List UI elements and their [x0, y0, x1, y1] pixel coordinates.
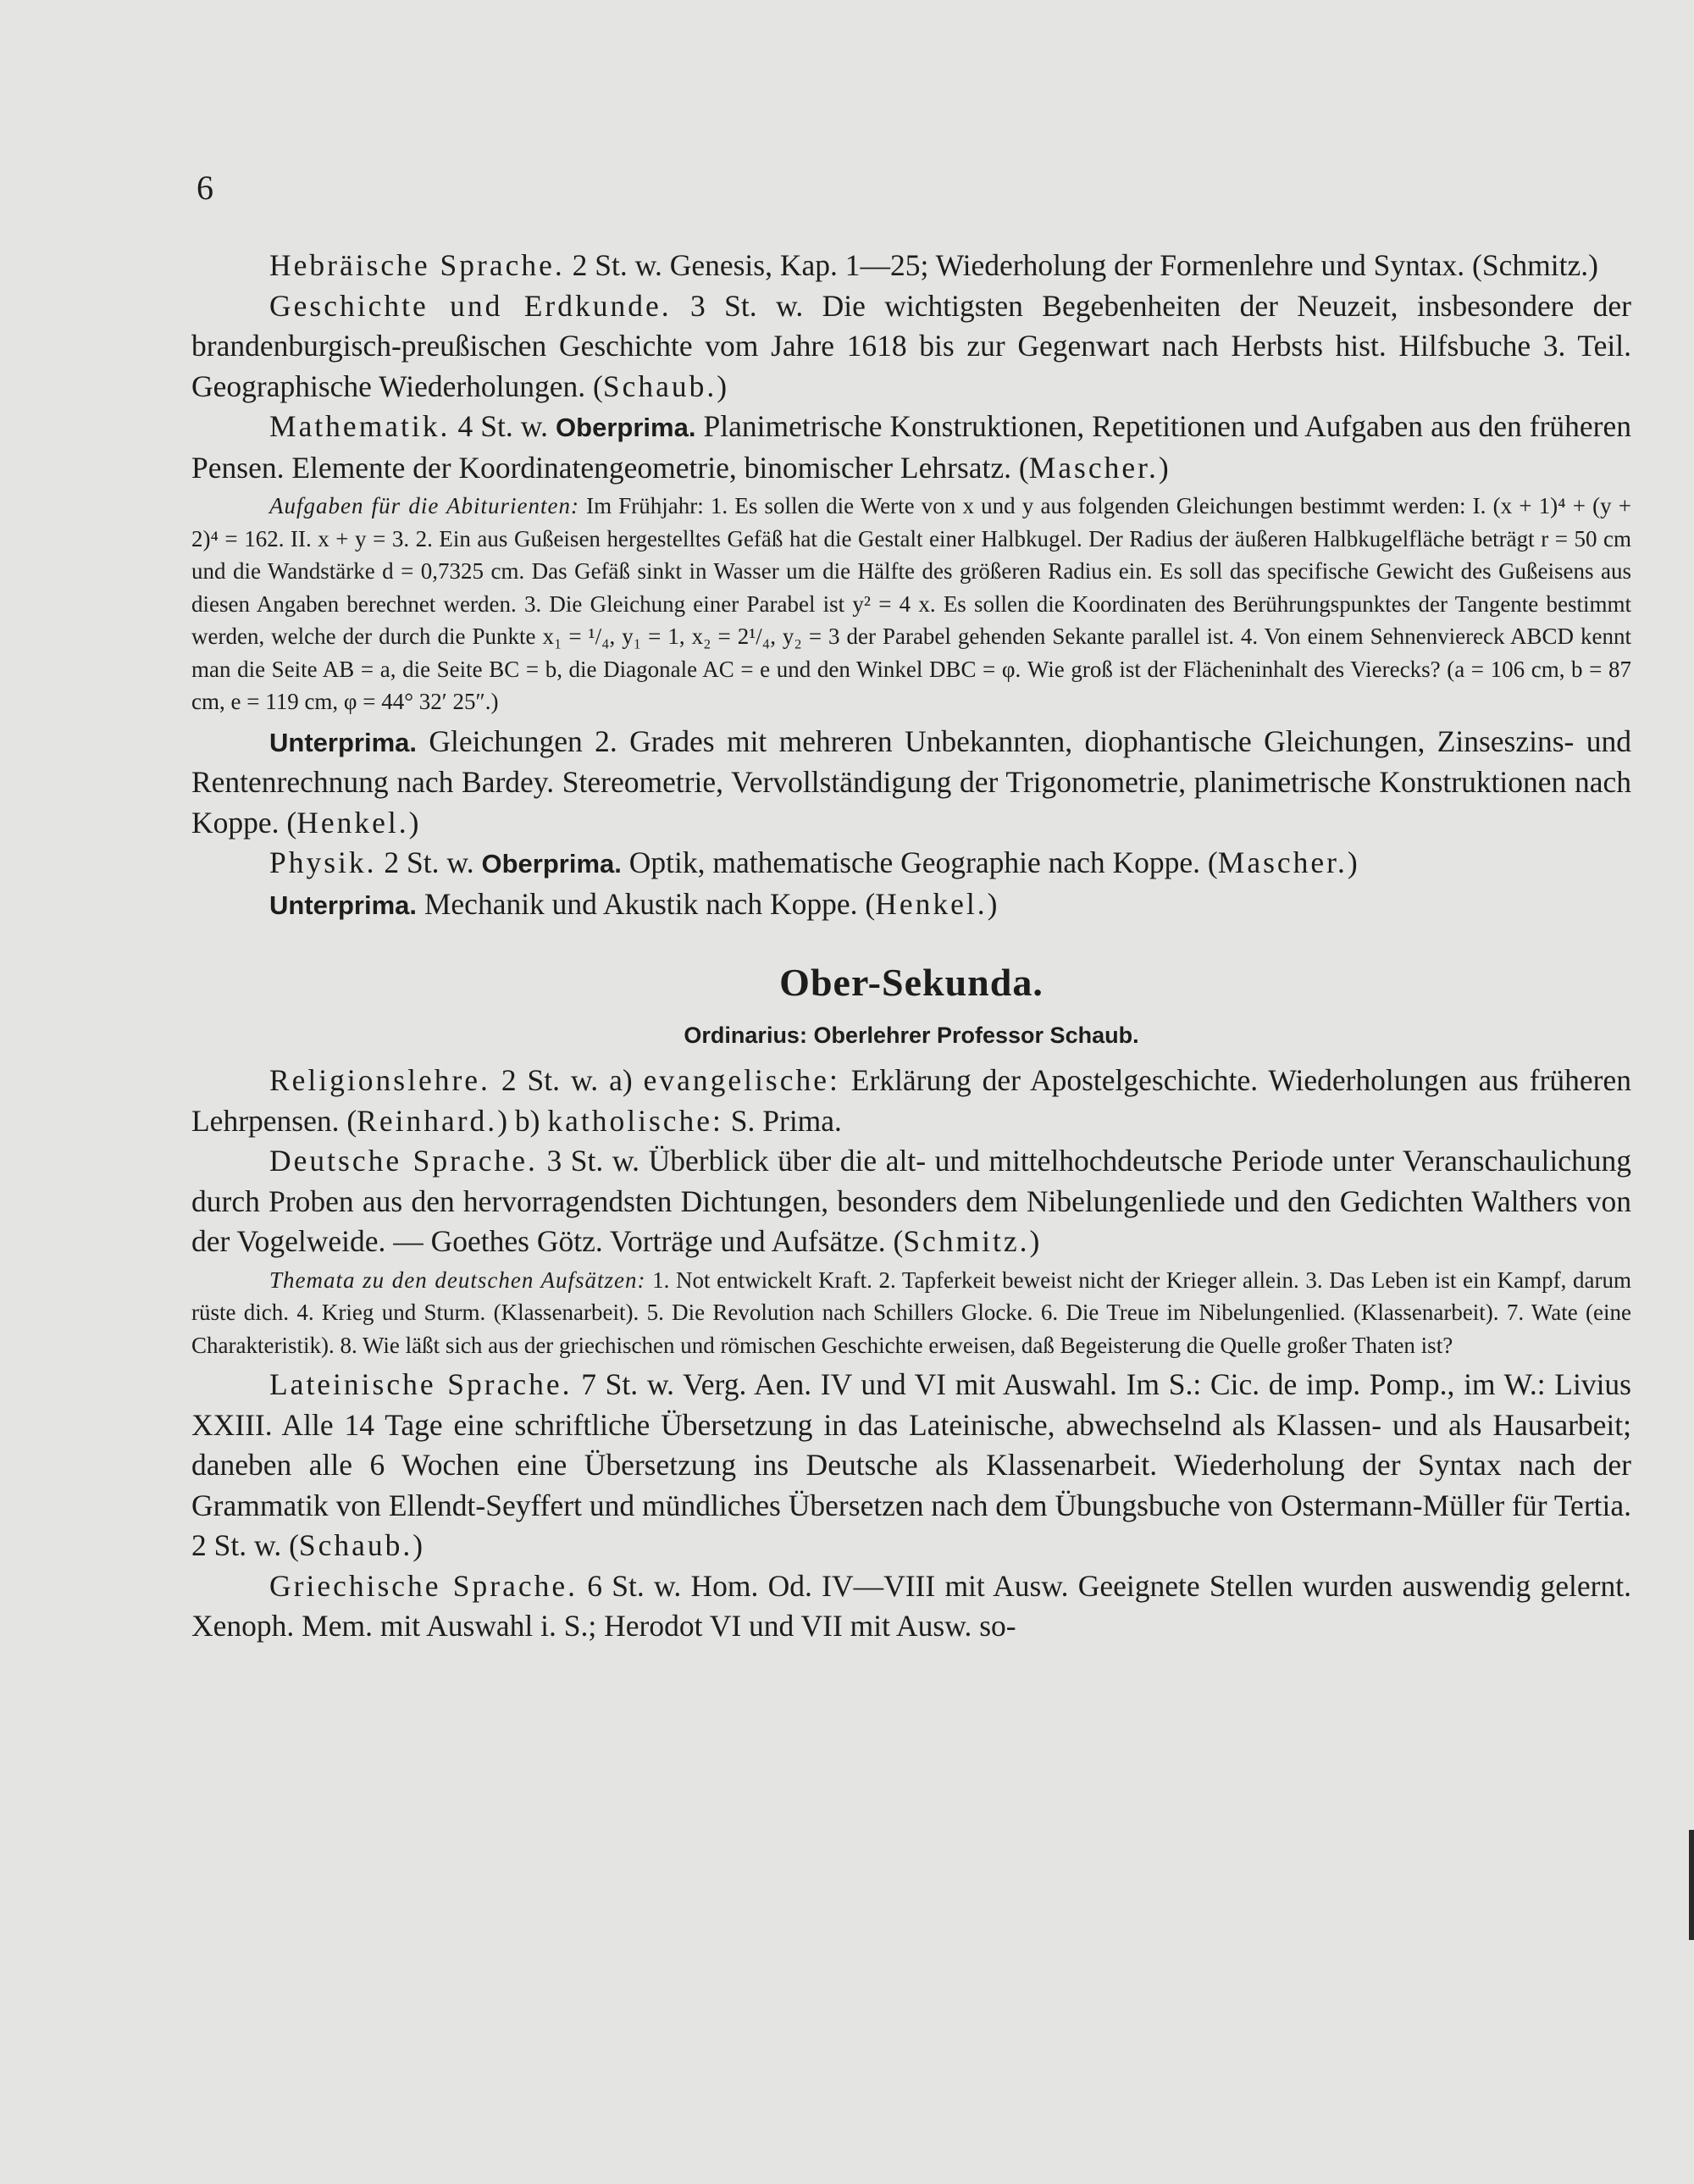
paragraph-text: S. Prima. — [722, 1103, 842, 1138]
paragraph-text: Mechanik und Akustik nach Koppe. ( — [416, 886, 876, 921]
section-heading: Ober-Sekunda. — [779, 961, 1044, 1004]
emphasized-text: Mascher. — [1217, 845, 1348, 879]
emphasized-text: Religionslehre. — [269, 1063, 490, 1097]
emphasized-text: Schmitz. — [903, 1224, 1030, 1258]
section-ober-sekunda — [191, 1061, 1631, 1647]
paragraph-text: ) — [1158, 450, 1169, 485]
subject-paragraph — [191, 1365, 1631, 1566]
subject-paragraph — [191, 246, 1631, 286]
emphasized-text: Henkel. — [296, 805, 409, 840]
emphasized-text: Oberprima. — [556, 413, 696, 442]
subject-paragraph — [191, 884, 1631, 926]
paragraph-text: Im Frühjahr: 1. Es sollen die Werte von x und y aus folgenden Gleichungen bestimmt werden: I. (x + 1)⁴ + (y + 2)⁴ = 162. II. x + y = 3. 2. Ein aus Gußeisen hergestelltes Gefäß hat die Gestalt einer Halbkugel. Der Radius der äußeren Halbkugelfläche beträgt r = 50 cm und die Wandstärke d = 0,7325 cm. Das Gefäß sinkt in Wasser um die Hälfte des größeren Radius ein. Es soll das specifische Gewicht des Gußeisens aus diesen Angaben berechnet werden. 3. Die Gleichung einer Parabel ist y² = 4 x. Es sollen die Koordinaten des Berührungspunktes der Tangente bestimmt werden, welche der durch die Punkte x₁ = ¹/₄, y₁ = 1, x₂ = 2¹/₄, y₂ = 3 der Parabel gehenden Sekante parallel ist. 4. Von einem Sehnenviereck ABCD kennt man die Seite AB = a, die Seite BC = b, die Diagonale AC = e und den Winkel DBC = φ. Wie groß ist der Flächeninhalt des Vierecks? (a = 106 cm, b = 87 cm, e = 119 cm, φ = 44° 32′ 25″.) — [191, 493, 1631, 714]
paragraph-text: 2 St. w. a) — [490, 1063, 644, 1097]
emphasized-text: evangelische: — [643, 1063, 840, 1097]
paragraph-text: 4 St. w. — [450, 409, 556, 443]
emphasized-text: Hebräische Sprache. — [269, 248, 565, 282]
emphasized-text: Oberprima. — [481, 849, 622, 879]
paragraph-text: ) — [408, 805, 419, 840]
subject-paragraph — [191, 722, 1631, 844]
emphasized-text: katholische: — [547, 1103, 723, 1138]
paragraph-text: 3 St. w. Überblick über die alt- und mittelhochdeutsche Periode unter Veranschaulichung durch Proben aus den hervorragendsten Dichtungen, besonders dem Nibelungenliede und den Gedichten Walthers von der Vogelweide. — Goethes Götz. Vorträge und Aufsätze. ( — [191, 1144, 1631, 1258]
emphasized-text: Lateinische Sprache. — [269, 1367, 573, 1401]
paragraph-text: ) — [717, 369, 728, 403]
paragraph-text: ) — [987, 886, 998, 921]
emphasized-text: Mascher. — [1028, 450, 1159, 485]
paragraph-text: ) — [1347, 845, 1358, 879]
paragraph-text: Planimetrische Konstruktionen, Repetitionen und Aufgaben aus den früheren Pensen. Elemente der Koordinatengeometrie, binomischer Lehrsatz. ( — [191, 409, 1631, 485]
paragraph-text: 3 St. w. Die wichtigsten Begebenheiten der Neuzeit, insbesondere der brandenburgisch-preußischen Geschichte vom Jahre 1618 bis zur Gegenwart nach Herbsts hist. Hilfsbuche 3. Teil. Geographische Wiederholungen. ( — [191, 288, 1631, 403]
subject-paragraph — [191, 843, 1631, 884]
emphasized-text: Henkel. — [875, 886, 988, 921]
paragraph-text: Optik, mathematische Geographie nach Koppe. ( — [621, 845, 1218, 879]
page-content — [191, 246, 1631, 1647]
examples-paragraph — [191, 490, 1631, 718]
emphasized-text: Reinhard. — [357, 1103, 498, 1138]
paragraph-text: ) b) — [497, 1103, 548, 1138]
paragraph-text: 2 St. w. Genesis, Kap. 1—25; Wiederholung der Formenlehre und Syntax. (Schmitz.) — [564, 248, 1598, 282]
subject-paragraph — [191, 286, 1631, 407]
subject-paragraph — [191, 1061, 1631, 1141]
paragraph-text: 1. Not entwickelt Kraft. 2. Tapferkeit beweist nicht der Krieger allein. 3. Das Leben ist ein Kampf, darum rüste dich. 4. Krieg und Sturm. (Klassenarbeit). 5. Die Revolution nach Schillers Glocke. 6. Die Treue im Nibelungenlied. (Klassenarbeit). 7. Wate (eine Charakteristik). 8. Wie läßt sich aus der griechischen und römischen Geschichte erweisen, daß Begeisterung die Quelle großer Thaten ist? — [191, 1267, 1631, 1358]
subject-paragraph — [191, 1566, 1631, 1647]
emphasized-text: Schaub. — [602, 369, 717, 403]
section-oberprima-unterprima — [191, 246, 1631, 925]
emphasized-text: Mathematik. — [269, 409, 451, 443]
emphasized-text: Themata zu den deutschen Aufsätzen: — [269, 1267, 646, 1293]
examples-paragraph — [191, 1264, 1631, 1362]
emphasized-text: Deutsche Sprache. — [269, 1144, 538, 1178]
emphasized-text: Physik. — [269, 845, 377, 879]
section-subheading: Ordinarius: Oberlehrer Professor Schaub. — [684, 1023, 1139, 1048]
paragraph-text: 2 St. w. — [376, 845, 482, 879]
emphasized-text: Aufgaben für die Abiturienten: — [269, 493, 579, 518]
subject-paragraph — [191, 1141, 1631, 1262]
paragraph-text: Erklärung der Apostelgeschichte. Wiederholungen aus früheren Lehrpensen. ( — [191, 1063, 1631, 1138]
emphasized-text: Unterprima. — [269, 727, 417, 757]
paragraph-text: 7 St. w. Verg. Aen. IV und VI mit Auswahl. Im S.: Cic. de imp. Pomp., im W.: Livius XXIII. Alle 14 Tage eine schriftliche Übersetzung in das Lateinische, abwechselnd als Klassen- und als Hausarbeit; daneben alle 6 Wochen eine Übersetzung ins Deutsche als Klassenarbeit. Wiederholung der Syntax nach der Grammatik von Ellendt-Seyffert und mündliches Übersetzen nach dem Übungsbuche von Ostermann-Müller für Tertia. 2 St. w. ( — [191, 1367, 1632, 1562]
emphasized-text: Geschichte und Erdkunde. — [269, 288, 672, 323]
page-number: 6 — [197, 169, 213, 207]
subject-paragraph — [191, 407, 1631, 488]
paragraph-text: Gleichungen 2. Grades mit mehreren Unbekannten, diophantische Gleichungen, Zinseszins- und Rentenrechnung nach Bardey. Stereometrie, Vervollständigung der Trigonometrie, planimetrische Konstruktionen nach Koppe. ( — [191, 723, 1631, 840]
paragraph-text: 6 St. w. Hom. Od. IV—VIII mit Ausw. Geeignete Stellen wurden auswendig gelernt. Xenoph. Mem. mit Auswahl i. S.; Herodot VI und VII mit Ausw. so- — [191, 1568, 1631, 1643]
emphasized-text: Unterprima. — [269, 890, 417, 920]
paragraph-text: ) — [412, 1528, 424, 1562]
paragraph-text: ) — [1029, 1224, 1040, 1258]
scan-edge-mark — [1689, 1830, 1694, 1940]
emphasized-text: Schaub. — [298, 1528, 413, 1562]
emphasized-text: Griechische Sprache. — [269, 1568, 578, 1603]
